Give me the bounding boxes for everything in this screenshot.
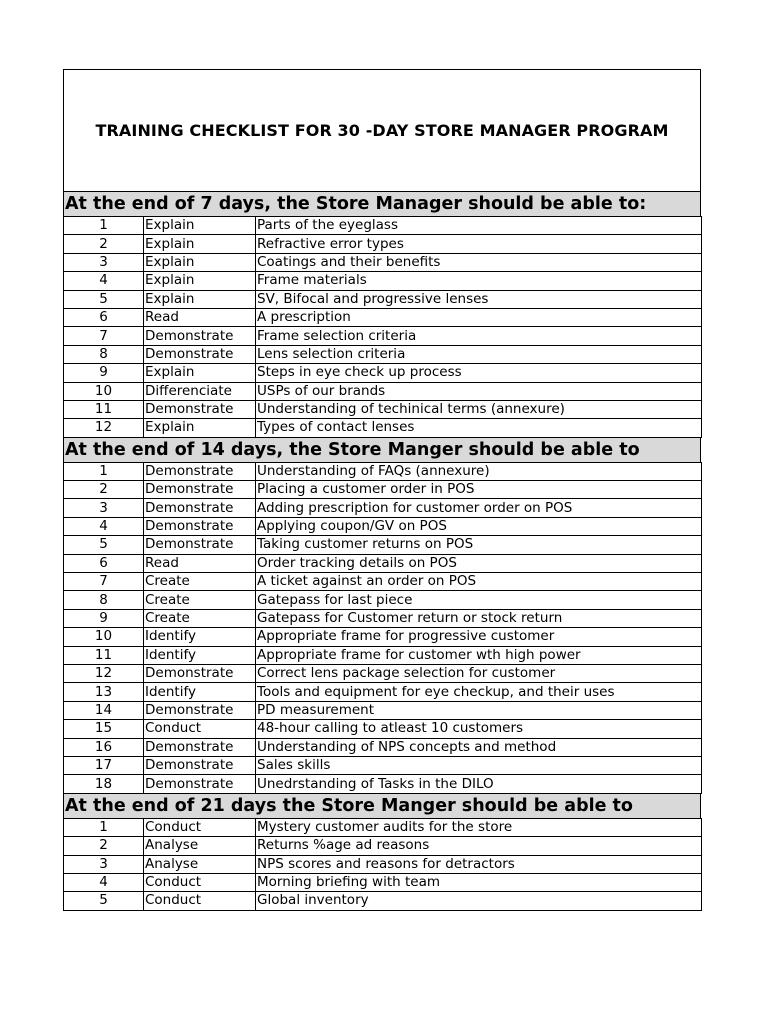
- action-verb: Differenciate: [144, 382, 256, 400]
- task-description: Tools and equipment for eye checkup, and their uses: [256, 683, 702, 701]
- item-number: 12: [64, 419, 144, 437]
- action-verb: Demonstrate: [144, 701, 256, 719]
- action-verb: Demonstrate: [144, 400, 256, 418]
- task-description: USPs of our brands: [256, 382, 702, 400]
- table-row: [64, 345, 702, 363]
- checklist-table: [63, 216, 702, 438]
- action-verb: Identify: [144, 683, 256, 701]
- action-verb: Explain: [144, 217, 256, 235]
- action-verb: Explain: [144, 235, 256, 253]
- table-row: [64, 775, 702, 793]
- table-row: [64, 683, 702, 701]
- task-description: Adding prescription for customer order on POS: [256, 499, 702, 517]
- table-row: [64, 591, 702, 609]
- table-row: [64, 308, 702, 326]
- item-number: 16: [64, 738, 144, 756]
- item-number: 7: [64, 573, 144, 591]
- item-number: 2: [64, 837, 144, 855]
- item-number: 3: [64, 499, 144, 517]
- task-description: Frame selection criteria: [256, 327, 702, 345]
- table-row: [64, 290, 702, 308]
- action-verb: Analyse: [144, 837, 256, 855]
- action-verb: Identify: [144, 628, 256, 646]
- item-number: 17: [64, 756, 144, 774]
- task-description: Taking customer returns on POS: [256, 536, 702, 554]
- action-verb: Create: [144, 591, 256, 609]
- action-verb: Explain: [144, 290, 256, 308]
- task-description: PD measurement: [256, 701, 702, 719]
- table-row: [64, 462, 702, 480]
- table-row: [64, 609, 702, 627]
- item-number: 11: [64, 646, 144, 664]
- item-number: 9: [64, 364, 144, 382]
- table-row: [64, 364, 702, 382]
- item-number: 5: [64, 290, 144, 308]
- action-verb: Create: [144, 573, 256, 591]
- table-row: [64, 818, 702, 836]
- item-number: 7: [64, 327, 144, 345]
- checklist-table: [63, 818, 702, 911]
- table-row: [64, 481, 702, 499]
- table-row: [64, 327, 702, 345]
- table-row: [64, 419, 702, 437]
- action-verb: Conduct: [144, 892, 256, 910]
- table-row: [64, 272, 702, 290]
- table-row: [64, 628, 702, 646]
- table-row: [64, 400, 702, 418]
- checklist-sheet: [63, 69, 701, 911]
- task-description: Gatepass for Customer return or stock return: [256, 609, 702, 627]
- table-row: [64, 701, 702, 719]
- action-verb: Explain: [144, 419, 256, 437]
- table-row: [64, 720, 702, 738]
- table-row: [64, 837, 702, 855]
- action-verb: Identify: [144, 646, 256, 664]
- action-verb: Demonstrate: [144, 536, 256, 554]
- action-verb: Demonstrate: [144, 664, 256, 682]
- task-description: Unedrstanding of Tasks in the DILO: [256, 775, 702, 793]
- action-verb: Conduct: [144, 818, 256, 836]
- task-description: A prescription: [256, 308, 702, 326]
- table-row: [64, 517, 702, 535]
- action-verb: Read: [144, 554, 256, 572]
- item-number: 6: [64, 308, 144, 326]
- item-number: 4: [64, 517, 144, 535]
- table-row: [64, 217, 702, 235]
- task-description: Order tracking details on POS: [256, 554, 702, 572]
- table-row: [64, 536, 702, 554]
- task-description: Steps in eye check up process: [256, 364, 702, 382]
- task-description: Appropriate frame for progressive customer: [256, 628, 702, 646]
- item-number: 1: [64, 462, 144, 480]
- task-description: Sales skills: [256, 756, 702, 774]
- task-description: Frame materials: [256, 272, 702, 290]
- table-row: [64, 873, 702, 891]
- task-description: A ticket against an order on POS: [256, 573, 702, 591]
- action-verb: Demonstrate: [144, 327, 256, 345]
- action-verb: Demonstrate: [144, 462, 256, 480]
- action-verb: Explain: [144, 253, 256, 271]
- action-verb: Demonstrate: [144, 756, 256, 774]
- action-verb: Demonstrate: [144, 775, 256, 793]
- item-number: 6: [64, 554, 144, 572]
- item-number: 15: [64, 720, 144, 738]
- action-verb: Create: [144, 609, 256, 627]
- item-number: 8: [64, 345, 144, 363]
- checklist-table: [63, 462, 702, 794]
- action-verb: Demonstrate: [144, 517, 256, 535]
- task-description: Understanding of NPS concepts and method: [256, 738, 702, 756]
- item-number: 1: [64, 217, 144, 235]
- task-description: Refractive error types: [256, 235, 702, 253]
- item-number: 13: [64, 683, 144, 701]
- task-description: Mystery customer audits for the store: [256, 818, 702, 836]
- table-row: [64, 646, 702, 664]
- item-number: 11: [64, 400, 144, 418]
- action-verb: Demonstrate: [144, 481, 256, 499]
- table-row: [64, 664, 702, 682]
- item-number: 14: [64, 701, 144, 719]
- table-row: [64, 855, 702, 873]
- task-description: Gatepass for last piece: [256, 591, 702, 609]
- task-description: Returns %age ad reasons: [256, 837, 702, 855]
- action-verb: Demonstrate: [144, 345, 256, 363]
- table-row: [64, 756, 702, 774]
- task-description: SV, Bifocal and progressive lenses: [256, 290, 702, 308]
- task-description: Understanding of techinical terms (annexure): [256, 400, 702, 418]
- action-verb: Conduct: [144, 873, 256, 891]
- task-description: Parts of the eyeglass: [256, 217, 702, 235]
- table-row: [64, 738, 702, 756]
- table-row: [64, 499, 702, 517]
- task-description: Types of contact lenses: [256, 419, 702, 437]
- task-description: Global inventory: [256, 892, 702, 910]
- task-description: Lens selection criteria: [256, 345, 702, 363]
- item-number: 3: [64, 253, 144, 271]
- task-description: 48-hour calling to atleast 10 customers: [256, 720, 702, 738]
- task-description: Morning briefing with team: [256, 873, 702, 891]
- table-row: [64, 235, 702, 253]
- item-number: 8: [64, 591, 144, 609]
- item-number: 9: [64, 609, 144, 627]
- item-number: 5: [64, 892, 144, 910]
- section-header: At the end of 7 days, the Store Manager should be able to:: [63, 192, 701, 216]
- item-number: 12: [64, 664, 144, 682]
- task-description: Appropriate frame for customer wth high power: [256, 646, 702, 664]
- task-description: NPS scores and reasons for detractors: [256, 855, 702, 873]
- task-description: Coatings and their benefits: [256, 253, 702, 271]
- table-row: [64, 382, 702, 400]
- section-header: At the end of 21 days the Store Manger should be able to: [63, 794, 701, 818]
- action-verb: Demonstrate: [144, 499, 256, 517]
- item-number: 2: [64, 235, 144, 253]
- item-number: 1: [64, 818, 144, 836]
- document-title: TRAINING CHECKLIST FOR 30 -DAY STORE MANAGER PROGRAM: [63, 69, 701, 192]
- table-row: [64, 892, 702, 910]
- action-verb: Analyse: [144, 855, 256, 873]
- item-number: 3: [64, 855, 144, 873]
- item-number: 4: [64, 873, 144, 891]
- action-verb: Demonstrate: [144, 738, 256, 756]
- task-description: Applying coupon/GV on POS: [256, 517, 702, 535]
- table-row: [64, 253, 702, 271]
- item-number: 4: [64, 272, 144, 290]
- item-number: 5: [64, 536, 144, 554]
- action-verb: Conduct: [144, 720, 256, 738]
- action-verb: Explain: [144, 272, 256, 290]
- item-number: 2: [64, 481, 144, 499]
- item-number: 10: [64, 628, 144, 646]
- task-description: Placing a customer order in POS: [256, 481, 702, 499]
- section-header: At the end of 14 days, the Store Manger should be able to: [63, 438, 701, 462]
- action-verb: Explain: [144, 364, 256, 382]
- task-description: Understanding of FAQs (annexure): [256, 462, 702, 480]
- action-verb: Read: [144, 308, 256, 326]
- sections-container: [63, 192, 701, 911]
- table-row: [64, 554, 702, 572]
- item-number: 10: [64, 382, 144, 400]
- task-description: Correct lens package selection for customer: [256, 664, 702, 682]
- item-number: 18: [64, 775, 144, 793]
- table-row: [64, 573, 702, 591]
